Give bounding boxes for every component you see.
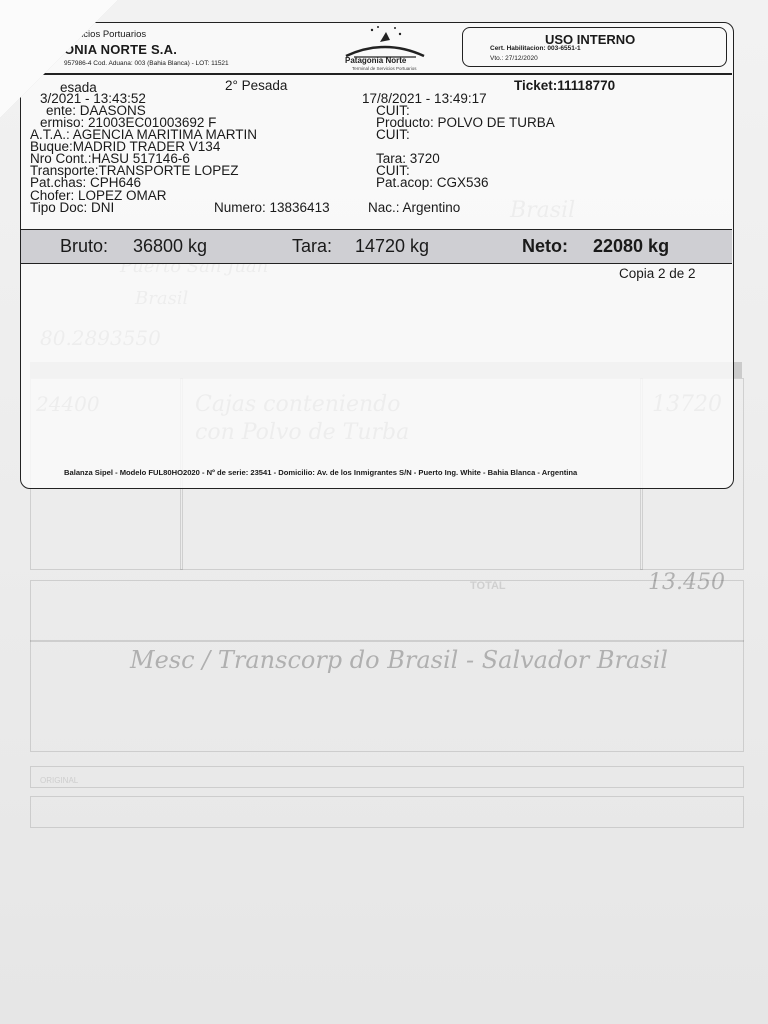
field-cuit-3: CUIT: (376, 163, 410, 178)
habilitacion-expiry: Vto.: 27/12/2020 (490, 55, 538, 62)
first-weighing-datetime: 3/2021 - 13:43:52 (40, 91, 146, 106)
logo-arc-icon (346, 47, 424, 56)
field-permiso: ermiso: 21003EC01003692 F (40, 115, 217, 130)
header-divider (20, 73, 732, 75)
field-cuit-2: CUIT: (376, 127, 410, 142)
logo-wordmark: Patagonia Norte (345, 56, 407, 65)
field-producto: Producto: POLVO DE TURBA (376, 115, 555, 130)
company-name: ONIA NORTE S.A. (64, 42, 178, 57)
field-buque: Buque:MADRID TRADER V134 (30, 139, 221, 154)
ticket-number: Ticket:11118770 (514, 78, 616, 93)
first-weighing-label: esada (60, 80, 97, 95)
field-cliente: ente: DAASONS (46, 103, 146, 118)
field-cuit-1: CUIT: (376, 103, 410, 118)
field-patente-acoplado: Pat.acop: CGX536 (376, 175, 489, 190)
field-ata: A.T.A.: AGENCIA MARITIMA MARTIN (30, 127, 258, 142)
tara-value: 14720 kg (355, 236, 430, 256)
logo-star-icon (371, 29, 373, 31)
neto-value: 22080 kg (593, 236, 670, 256)
field-transporte: Transporte:TRANSPORTE LOPEZ (30, 163, 239, 178)
logo-sail-icon (380, 32, 390, 42)
logo-star-icon (394, 27, 396, 29)
logo-star-icon (399, 33, 401, 35)
bruto-label: Bruto: (60, 236, 109, 256)
company-registration: 957986-4 Cod. Aduana: 003 (Bahia Blanca) - LOT: 11521 (64, 60, 229, 67)
logo-star-icon (377, 26, 379, 28)
habilitacion-cert: Cert. Habilitacion: 003-6551-1 (490, 45, 581, 52)
second-weighing-datetime: 17/8/2021 - 13:49:17 (362, 91, 487, 106)
neto-label: Neto: (522, 236, 568, 256)
field-patente-chasis: Pat.chas: CPH646 (30, 175, 142, 190)
field-tara-contenedor: Tara: 3720 (376, 151, 440, 166)
uso-interno-title: USO INTERNO (545, 32, 636, 47)
company-subtitle: ervicios Portuarios (68, 29, 147, 40)
tara-label: Tara: (292, 236, 333, 256)
folded-corner (0, 0, 118, 118)
bruto-value: 36800 kg (133, 236, 208, 256)
field-chofer: Chofer: LOPEZ OMAR (30, 188, 167, 203)
underlying-form-ghost: 13.450 Mesc / Transcorp do Brasil - Salvador Brasil TOTAL ORIGINAL (0, 0, 768, 1024)
driver-nationality: Nac.: Argentino (368, 200, 461, 215)
second-weighing-label: 2° Pesada (225, 78, 288, 93)
field-nro-contenedor: Nro Cont.:HASU 517146-6 (30, 151, 190, 166)
copy-number: Copia 2 de 2 (619, 266, 696, 281)
logo-tagline: Terminal de Servicios Portuarios (352, 66, 417, 71)
driver-document-number: Numero: 13836413 (214, 200, 330, 215)
scale-footer: Balanza Sipel - Modelo FUL80HO2020 - Nº de serie: 23541 - Domicilio: Av. de los Inmigrantes S/N - Puerto Ing. White - Bahia Blanca - Argentina (64, 468, 578, 477)
field-tipo-doc: Tipo Doc: DNI (30, 200, 115, 215)
